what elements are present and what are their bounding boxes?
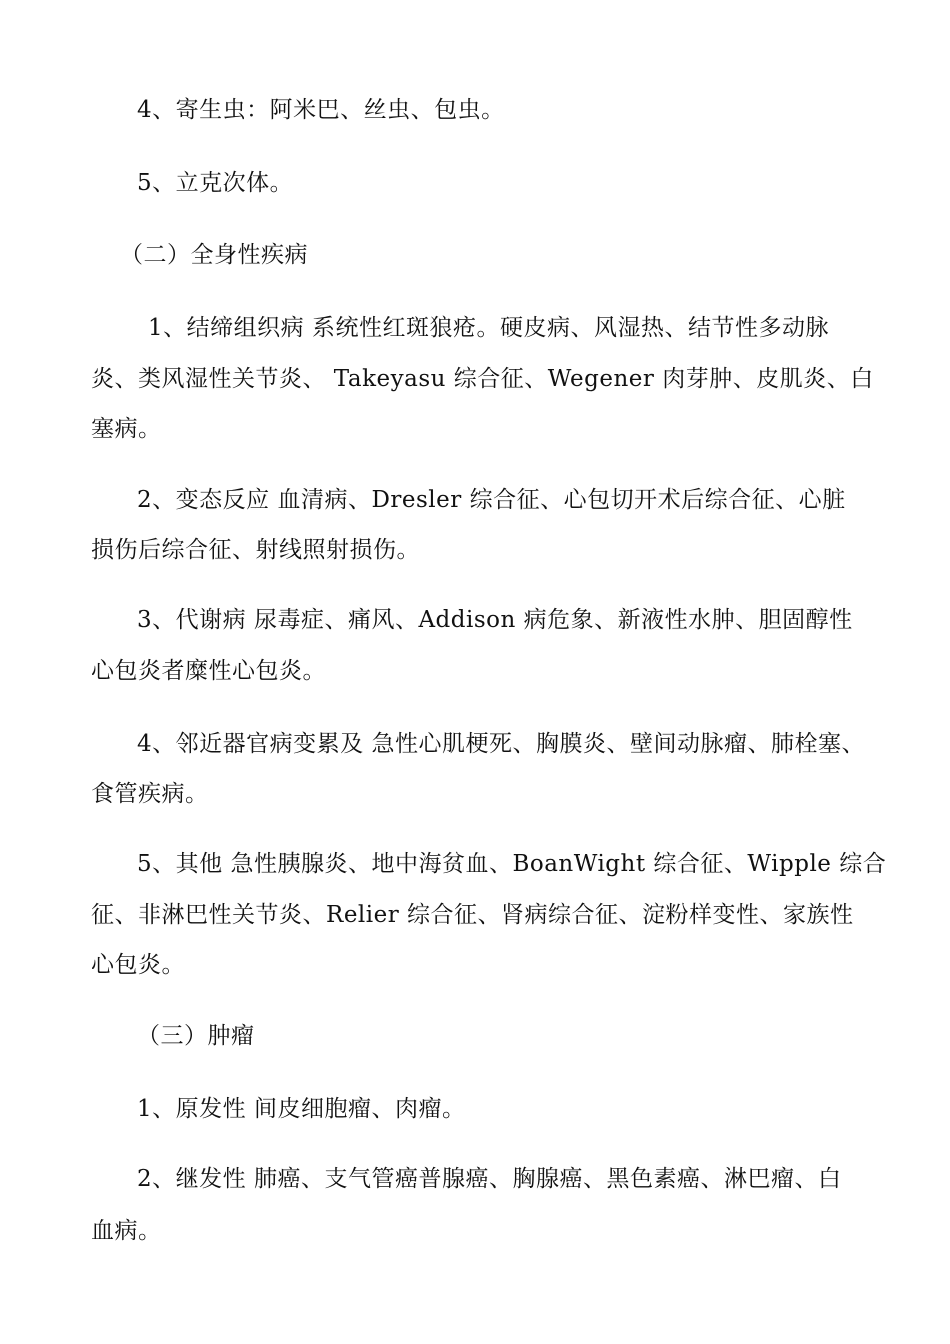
text-line: 5、其他 急性胰腺炎、地中海贫血、BoanWight 综合征、Wipple 综合: [137, 851, 887, 877]
text-line: 5、立克次体。: [137, 170, 294, 196]
text-line: 食管疾病。: [91, 781, 209, 807]
text-line: 炎、类风湿性关节炎、 Takeyasu 综合征、Wegener 肉芽肿、皮肌炎、白: [91, 366, 874, 392]
text-line: 心包炎者糜性心包炎。: [91, 658, 326, 684]
text-line: 1、原发性 间皮细胞瘤、肉瘤。: [137, 1096, 466, 1122]
text-line: 损伤后综合征、射线照射损伤。: [91, 537, 420, 563]
text-line: 心包炎。: [91, 952, 185, 978]
text-line: 1、结缔组织病 系统性红斑狼疮。硬皮病、风湿热、结节性多动脉: [148, 315, 829, 341]
text-line: 4、寄生虫：阿米巴、丝虫、包虫。: [137, 97, 505, 123]
text-line: 3、代谢病 尿毒症、痛风、Addison 病危象、新液性水肿、胆固醇性: [137, 607, 853, 633]
text-line: 血病。: [91, 1218, 162, 1244]
section-heading: （三）肿瘤: [137, 1023, 255, 1049]
text-line: 2、变态反应 血清病、Dresler 综合征、心包切开术后综合征、心脏: [137, 487, 846, 513]
text-line: 2、继发性 肺癌、支气管癌普腺癌、胸腺癌、黑色素癌、淋巴瘤、白: [137, 1166, 842, 1192]
text-line: 征、非淋巴性关节炎、Relier 综合征、肾病综合征、淀粉样变性、家族性: [91, 902, 854, 928]
text-line: 塞病。: [91, 416, 162, 442]
text-line: 4、邻近器官病变累及 急性心肌梗死、胸膜炎、壁间动脉瘤、肺栓塞、: [137, 731, 865, 757]
section-heading: （二）全身性疾病: [120, 242, 308, 268]
